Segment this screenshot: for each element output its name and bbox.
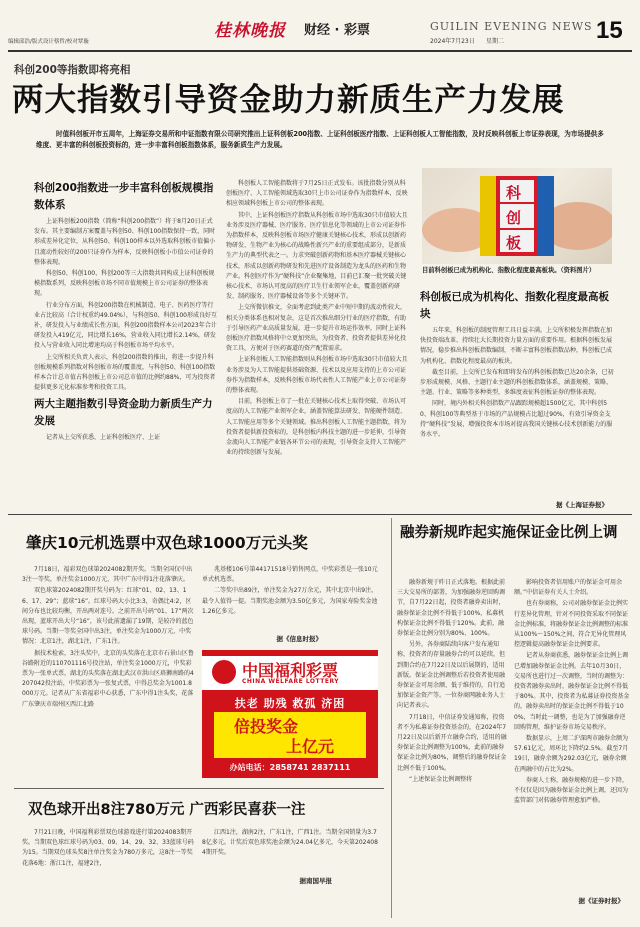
lottery-column-4 [202, 828, 378, 870]
lead-paragraph: 记者从上交所获悉，上证科创板医疗、上证 [46, 434, 161, 442]
lottery-paragraph: 二等奖中出89注，单注奖金为27万余元，其中北京中出9注，最令人值得一提。当期奖池金额为3.50亿多元，为国家寿险奖金池1.26亿多元。 [202, 587, 378, 615]
lead-paragraph: 科创板人工智能指数将于7月25日正式发布。该批指数分别从科创板医疗、人工智能领域选取30只上市公司证券作为指数样本，反映相应领域科创板上市公司的整体表现。 [226, 180, 408, 208]
lead-paragraph: 上证科创板200指数（简称“科创200指数”）将于8月20日正式发布。其主要编制方案覆盖与科创50、科创100指数保持一致，同时形成差异化定位，从科创50、科创100样本以外选取科创板市值偏小且流动性较好的200只证券作为样本，反映科创板小市值公司证券的整体表现。 [34, 218, 216, 266]
ad-hotline: 办站电话：2858741 2837111 [229, 763, 351, 772]
cube-char-2: 创 [506, 209, 522, 227]
issue-date: 2024年7月23日 [430, 38, 475, 45]
lead-paragraph: 科创50、科创100、科创200等三大指数共同构成上证科创板规模指数系列，反映科创板市场不同市值规模上市公司证券的整体表现。 [34, 270, 215, 298]
issue-weekday: 星期二 [486, 38, 505, 45]
lead-paragraph: 截至目前，上交所已发布和即将发布的科创板指数已达20余条，已初步形成规模、风格、主题行业主题的科创板指数体系，涵盖规模、策略、主题、行业、策略等多种类型，多维度表征科创板证券的整体表现。 [420, 368, 614, 397]
finance-headline [400, 521, 630, 545]
lottery-source-2: 据南国早报 [299, 877, 332, 885]
ad-promo-line-1: 倍投奖金 [234, 717, 299, 736]
finance-column-1 [397, 578, 509, 908]
lead-paragraph: 其中，上证科创板医疗指数从科创板市场中选取30只市值较大且业务涉及医疗器械、医疗服务、医疗信息化等领域的上市公司证券作为指数样本，反映科创板市场医疗健康关键核心技术，形成以创新药物研发、生物产业为核心的战略性新兴产业的重要组成部分，是新质生产力的典型代表之一。力求突破创新药物和基本医疗器械关键核心技术，形成以创新药物研发和先进医疗设备制造为龙头的医药和生物产业。科创医疗作为“硬科技”企业聚集地，目前已汇聚一批突破关键核心技术、市场认可度高的医疗卫生行业领军企业，覆盖创新药研发、制药服务、医疗器械设备等多个关键环节。 [226, 211, 408, 301]
finance-paragraph: “上述保证金比例调整将 [409, 775, 473, 783]
cube-char-3: 板 [506, 234, 522, 252]
editor-credits: 编辑邱浩/版式设计蔡哲/校对覃璇 [8, 39, 89, 45]
section-divider [8, 514, 632, 515]
vertical-divider [391, 518, 392, 918]
finance-paragraph: 数据显示，上周二沪深两市融券余额为57.61亿元，周环比下降约2.5%。截至7月19日，融券余额为292.03亿元，融券余额在两融中的占比为2%。 [514, 735, 629, 773]
lead-subhead-3: 科创板已成为机构化、指数化程度最高板块 [420, 291, 609, 320]
ad-logo-en: CHINA WELFARE LOTTERY [242, 678, 340, 685]
lead-kicker: 科创200等指数即将亮相 [14, 64, 131, 76]
finance-headline-text: 融券新规昨起实施保证金比例上调 [400, 525, 618, 541]
finance-paragraph: 7月18日，中信证券发通知称，投资者不为私募证券投资基金的，在2024年7月22日及以后新开立融券合约，适用的融券保证金比例调整为100%，此前的融券保证金比例为80%，调整后的融券保证金比例不低于100%。 [397, 713, 507, 772]
lottery-column-3 [22, 828, 194, 890]
lead-column-3 [420, 286, 614, 496]
lead-paragraph: 同时，境内外相关科创指数产品跟踪规模超1500亿元，其中科创50、科创100等典型基于市场的产品规模占比超过90%，有效引导资金支持“硬科技”发展，增强投资本市场对提高我国关键核心技术创新能力的服务水平。 [420, 400, 613, 439]
lottery-column-1 [22, 565, 194, 780]
lottery-headline: 肇庆10元机选票中双色球1000万元头奖 [26, 534, 308, 552]
lead-column-2 [226, 179, 409, 491]
finance-paragraph: 也有券商称，公司对融券保证金比例实行差异化管理，针对不同投资采取不同保证金比例标准，将融券保证金比例调整的标准从100%～150%之间，符合无异化管理风控逻辑提高融券保证金比例要求。 [514, 600, 629, 649]
lottery-paragraph: 兆基楼106号第44171518号销售网点，中奖彩票是一张10元单式机选票。 [202, 566, 378, 584]
ad-logo-cn: 中国福利彩票 [242, 661, 339, 680]
ad-promo-line-2: 上亿元 [286, 737, 335, 756]
lead-paragraph: 上交所微信推文，全面考虑到此类产业中短中期的波动性较大，相关分类体系也相对复杂，这是首次推出细分行业的医疗指数，有助于引导医药产业高质量发展，进一步提升市场运作效率，同时上证科创板医疗指数风格将中立更加突出，为投资者、投资者提供差异化投资工具，方便对于医药赛道的资产配置需求。 [226, 304, 407, 353]
photo-caption: 目前科创板已成为机构化、指数化程度最高板块。（资料图片） [422, 267, 596, 274]
lead-headline: 两大指数引导资金助力新质生产力发展 [12, 82, 565, 118]
finance-paragraph: 影响投资者信用账户的保证金可用余额。”中信证券有关人士介绍。 [514, 579, 623, 597]
finance-paragraph: 融券新规于昨日正式落地。根据此前三大交易所的部署，为加强融券逆回购调节，自7月22日起，投资者融券卖出时，融券保证金比例不得低于100%，私募机构保证金比例不得低于120%。此前，融券保证金比例分别为80%、100%。 [397, 579, 506, 638]
cube-photo [422, 168, 612, 264]
lead-paragraph: 上交所相关负责人表示，科创200指数的推出，将进一步提升科创板规模系列指数对科创板市场的覆盖度，与科创50、科创100指数样本合计总市值占科创板上市公司总市值的比例约88%，可为投资者提供更多元化标准参考和投资工具。 [34, 353, 216, 392]
finance-paragraph: 券商人士称，融券规模的进一步下降，不仅仅是因为融券保证金比例上调，还因为监管部门对转融券管理愈加严格。 [514, 776, 629, 805]
lottery-headline-2: 双色球开出8注780万元 广西彩民喜获一注 [28, 802, 306, 818]
lottery-ad [202, 650, 378, 778]
finance-paragraph: 记者从券商获悉，融券保证金比例上调已增加融券保证金比例。去年10月30日，交易所也进行过一次调整，当时的调整为：投资者融券卖出时，融券保证金比例不得低于80%。其中，投资者为私募证券投资基金的，融券卖出时的保证金比例不得低于100%，当时此一调整，也是为了加强融券逆回购管理，维护证券市场交易秩序。 [514, 652, 630, 731]
lead-subhead-2: 两大主题指数引导资金助力新质生产力发展 [34, 398, 213, 428]
lead-paragraph: 五年来，科创板的制度管理工具日益丰满。上交所积极发挥指数在加快投资端改革、持续壮大长期投资力量方面的重要作用。根据科创板发展情况，稳步推出科创板指数编制，不断丰富科创板指数品种，科创板已成为机构化、指数化程度最高的板块。 [420, 327, 613, 365]
finance-paragraph: 另外，各券商陆续向客户发布通知称，投资者的存量融券合约可以延续，但到期合约在7月22日及以后展期的，适用新版。保证金比例调整后若投资者使用融券保证金可用余额、低于维持的，自行追加保证金资产等。一位券商网融业务人士向记者表示。 [397, 641, 506, 710]
lottery-paragraph: 江西1注，湖南2注，广东1注，广西1注。当期全国销量为3.78亿多元。计奖后双色球奖池金额为24.04亿多元，今天第2024084期开奖。 [202, 829, 378, 857]
lottery-divider [14, 788, 384, 789]
lead-paragraph: 上证科创板人工智能指数则从科创板市场中选取30只市值较大且业务涉及为人工智能提供基础资源、技术以及应用支持的上市公司证券作为指数样本，反映科创板市场代表性人工智能产业上市公司证券的整体表现。 [226, 356, 408, 395]
lead-column-1 [34, 177, 218, 493]
lottery-paragraph: 7月18日，福彩双色球第2024082期开奖。当期全国仅中出3注一等奖，单注奖金1000万元，其中广东中得1注花落肇庆。 [22, 566, 193, 584]
lottery-column-2 [202, 565, 378, 615]
lead-intro: 时值科创板开市五周年，上海证券交易所和中证指数有限公司研究推出上证科创板200指数、上证科创板医疗指数、上证科创板人工智能指数，及时反映科创板上市证券表现，为市场提供多维度、更丰富的科创板投资标的，进一步丰富科创板指数体系，服务新质生产力发展。 [36, 130, 604, 149]
lottery-source: 据《信息时报》 [276, 635, 322, 643]
section-title: 财经 · 彩票 [304, 23, 370, 38]
finance-source: 据《证券时报》 [578, 897, 624, 905]
header-rule [8, 50, 632, 52]
lead-paragraph: 目前，科创板上市了一批在关键核心技术上取得突破、市场认可度高的人工智能产业领军企业，涵盖智能算法研发、智能硬件制造、人工智能应用等多个关键领域。推出科创板人工智能主题指数，将为投资者提供新投资标的，是科创板内科技主题的进一步延伸，引导资金流向人工智能产业链各环节公司的表现，引导资金支持人工智能产业的持续创新与发展。 [226, 398, 407, 457]
lottery-paragraph: 双色球第2024082期开奖号码为：红球“01、02、13、16、17、29”；蓝球“16”。红球号码大小比3:3，奇偶比4:2，区间分布也比较均衡，开出两对连号。之前开出号码“01、17”两次出现，蓝球开出大号“16”，该号此前遗漏了19期，是较冷的蓝色球号码。当期一等奖全国中出3注，单注奖金为1000万元，中奖情况：北京1注，湖北1注，广东1注。 [22, 587, 194, 646]
lottery-paragraph: 据技术检索，3注头奖中，北京的头奖落在北京市石景山区鲁谷路附近的110701116号投注站，单注奖金1000万元，中奖彩票为一张单式票，湖北的头奖落在湖北武汉市洪山区珞狮南路的4207042投注站，中奖彩票为一张复式票，中得总奖金为1001.8000万元。记者从广东省福彩中心获悉，广东中得1注头奖，花落广东肇庆市端州区西江北路 [22, 649, 194, 708]
brand-logo: 桂林晚报 [214, 21, 286, 41]
page-number: 15 [596, 17, 623, 44]
paper-name-en: GUILIN EVENING NEWS [430, 20, 593, 33]
lead-paragraph: 行业分布方面，科创200指数在机械制造、电子、医药医疗等行业占比较高（合计权重约49.04%），与科创50、科创100形成良好互补，研发投入与业绩成长性方面，科创200指数样本公司2023年合计研发投入419亿元，同比增长16%，营业收入同比增长2.14%，研发投入与营业收入同比增速均高于科创板市场平均水平。 [34, 301, 217, 350]
cube-char-1: 科 [506, 184, 522, 202]
lottery-paragraph: 7月21日晚，中国福利彩票双色球游戏进行第2024083期开奖。当期双色球红球号码为03、09、14、29、32、33蓝球号码为15。当期双色球头奖8注单注奖金为780万多元，这8注一等奖花落6地：浙江1注，福建2注， [22, 829, 194, 867]
ad-slogan: 扶老 助残 救孤 济困 [234, 697, 346, 710]
finance-column-2 [514, 578, 630, 890]
lead-subhead-1: 科创200指数进一步丰富科创板规模指数体系 [34, 182, 214, 211]
lead-source: 据《上海证券报》 [556, 501, 608, 509]
welfare-logo-icon [212, 660, 236, 684]
